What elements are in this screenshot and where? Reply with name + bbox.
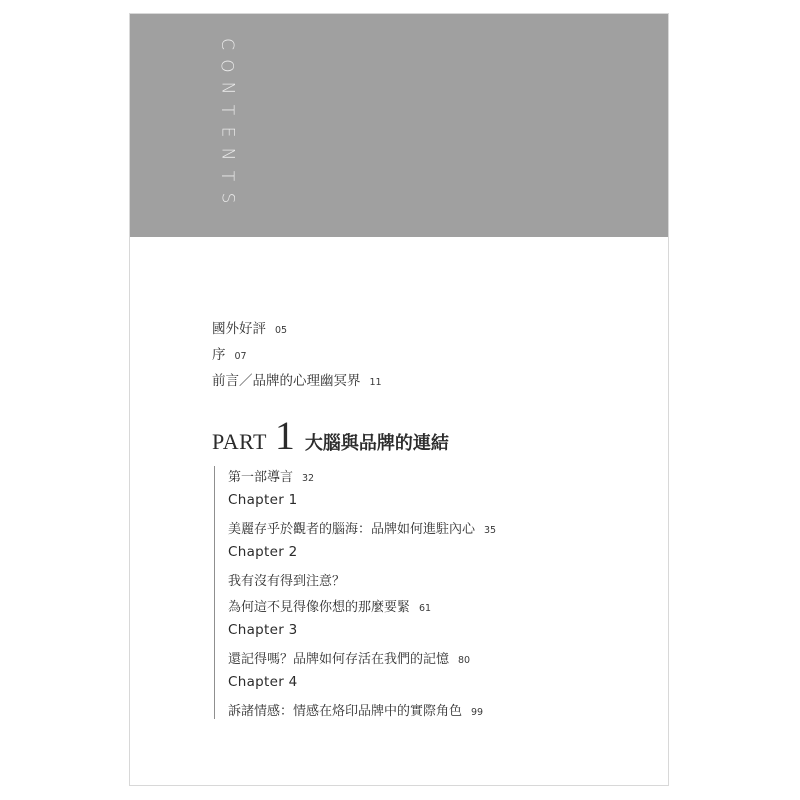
toc-entry-title: 美麗存乎於觀者的腦海：品牌如何進駐內心: [228, 522, 476, 537]
toc-entry-title: 訴諸情感：情感在烙印品牌中的實際角色: [228, 704, 463, 719]
chapter-label-text: Chapter 1: [228, 492, 298, 508]
toc-entry-title: 還記得嗎？品牌如何存活在我們的記憶: [228, 652, 450, 667]
part-title: 大腦與品牌的連結: [304, 433, 449, 454]
toc-entry-title: 第一部導言: [228, 470, 294, 485]
toc-entry[interactable]: [228, 570, 628, 596]
chapter-label-text: Chapter 4: [228, 674, 298, 690]
toc-entry[interactable]: [212, 317, 632, 343]
contents-title-letter: E: [217, 126, 237, 138]
toc-page-number: 99: [471, 707, 484, 718]
part-label: PART: [212, 429, 267, 454]
contents-title: [214, 33, 240, 209]
chapter-label: [228, 544, 628, 570]
toc-entry-title: 國外好評: [212, 321, 266, 337]
contents-header-band: [130, 14, 668, 237]
toc-entry-title: 我有沒有得到注意？: [228, 574, 346, 589]
contents-title-letter: O: [216, 59, 237, 73]
toc-entry-title: 前言／品牌的心理幽冥界: [212, 373, 361, 389]
chapter-label: [228, 492, 628, 518]
part-heading[interactable]: [212, 413, 449, 458]
toc-entry[interactable]: [212, 369, 632, 395]
toc-entry[interactable]: [212, 343, 632, 369]
toc-entry[interactable]: [228, 700, 628, 726]
chapter-label-text: Chapter 2: [228, 544, 298, 560]
book-page: [129, 13, 669, 786]
toc-page-number: 80: [458, 655, 471, 666]
toc-page-number: 35: [484, 525, 497, 536]
contents-title-letter: N: [217, 147, 237, 161]
contents-title-letter: N: [217, 81, 237, 95]
part-entries-list: [214, 466, 628, 719]
contents-title-letter: S: [216, 192, 237, 204]
toc-entry-title: 序: [212, 347, 226, 363]
front-matter-list: [212, 317, 632, 395]
toc-entry[interactable]: [228, 518, 628, 544]
toc-page-number: 32: [302, 473, 315, 484]
chapter-label: [228, 674, 628, 700]
toc-entry[interactable]: [228, 466, 628, 492]
toc-entry[interactable]: [228, 596, 628, 622]
chapter-label-text: Chapter 3: [228, 622, 298, 638]
toc-entry[interactable]: [228, 648, 628, 674]
toc-entry-title: 為何這不見得像你想的那麼要緊: [228, 600, 411, 615]
toc-page-number: 07: [234, 351, 247, 362]
toc-page-number: 11: [369, 377, 382, 388]
part-number: 1: [274, 413, 295, 458]
contents-title-letter: T: [216, 170, 237, 182]
contents-title-letter: T: [216, 104, 237, 116]
toc-page-number: 61: [419, 603, 432, 614]
contents-title-letter: C: [217, 38, 237, 50]
toc-page-number: 05: [275, 325, 288, 336]
chapter-label: [228, 622, 628, 648]
